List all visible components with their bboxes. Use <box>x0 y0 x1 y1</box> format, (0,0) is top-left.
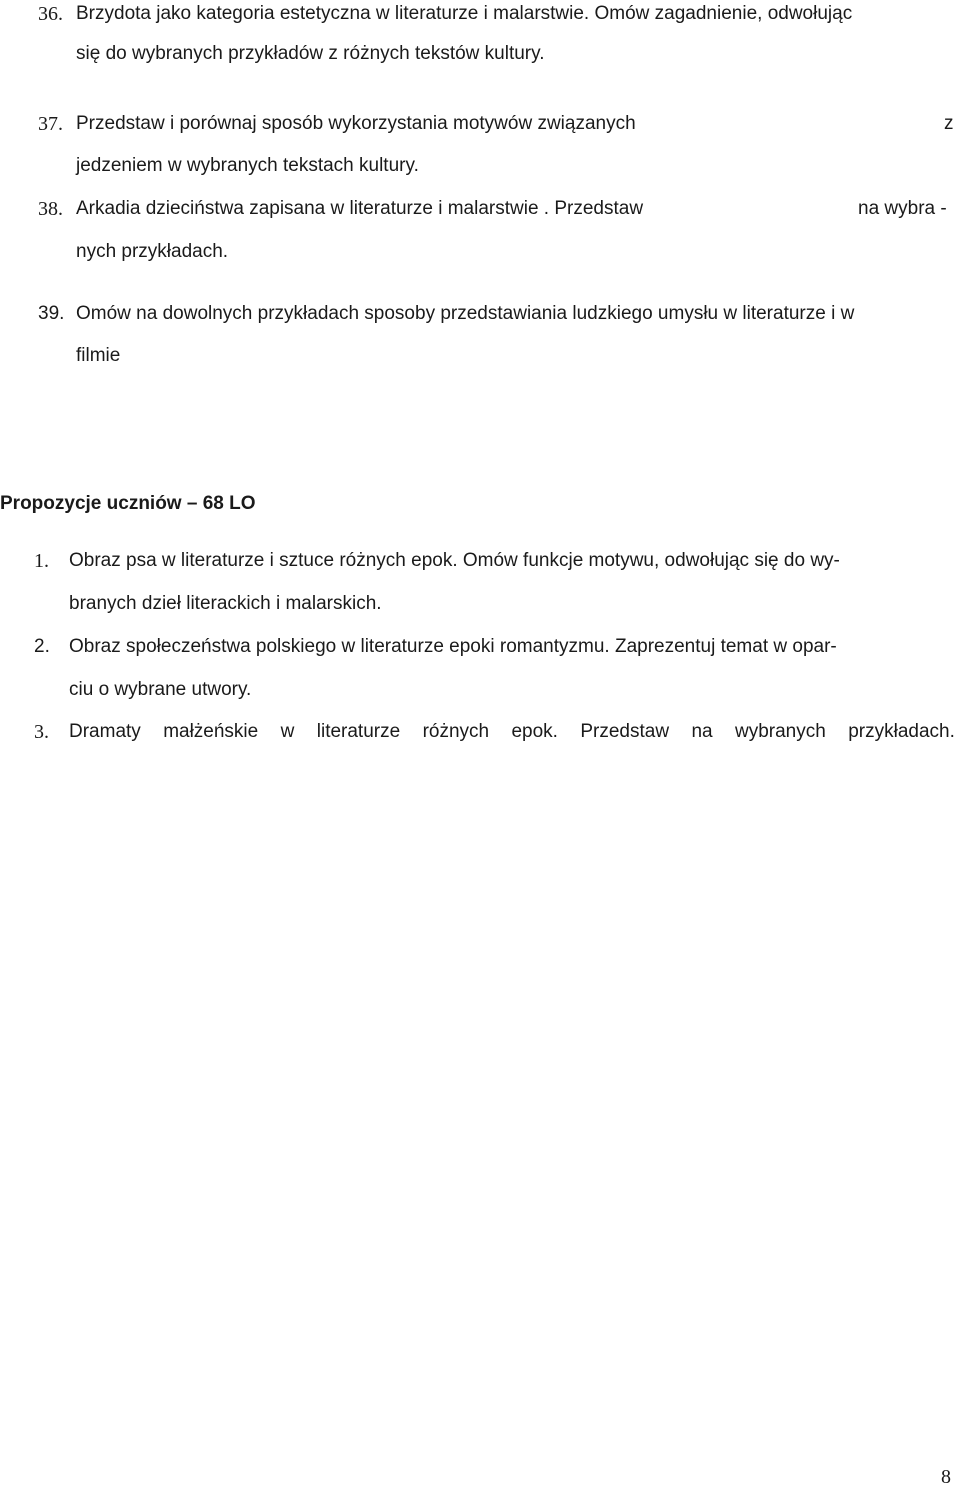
word: Dramaty <box>69 721 141 742</box>
item-text-line: Omów na dowolnych przykładach sposoby przedstawiania ludzkiego umysłu w literaturze i w <box>76 303 855 324</box>
word: wybranych <box>734 721 826 742</box>
item-number: 39. <box>38 303 65 324</box>
item-text-line: ciu o wybrane utwory. <box>69 679 252 700</box>
word: w <box>280 721 295 742</box>
item-text-line: branych dzieł literackich i malarskich. <box>69 593 382 614</box>
item-text-line: się do wybranych przykładów z różnych tekstów kultury. <box>76 43 545 64</box>
item-text-line: Przedstaw i porównaj sposób wykorzystania motywów związanych <box>76 113 636 134</box>
item-text-line: z <box>944 113 954 134</box>
item-text-line: Obraz psa w literaturze i sztuce różnych epok. Omów funkcje motywu, odwołując się do wy- <box>69 550 840 571</box>
word: przykładach. <box>848 721 955 742</box>
item-text-line: nych przykładach. <box>76 241 229 262</box>
word: na <box>691 721 713 742</box>
word: literaturze <box>316 721 401 742</box>
item-number: 38. <box>38 198 63 220</box>
item-text-line <box>69 720 955 744</box>
item-text-line: jedzeniem w wybranych tekstach kultury. <box>76 155 419 176</box>
word: różnych <box>422 721 490 742</box>
word: epok. <box>511 721 558 742</box>
item-text-line: filmie <box>76 345 121 366</box>
page-number: 8 <box>941 1466 951 1488</box>
item-number: 1. <box>34 550 49 572</box>
item-number: 36. <box>38 3 63 25</box>
item-text-line: Arkadia dzieciństwa zapisana w literaturze i malarstwie . Przedstaw <box>76 198 644 219</box>
item-number: 2. <box>34 636 50 657</box>
item-number: 3. <box>34 721 49 743</box>
section-heading: Propozycje uczniów – 68 LO <box>0 493 256 514</box>
item-text-line: Brzydota jako kategoria estetyczna w literaturze i malarstwie. Omów zagadnienie, odwołując <box>76 3 853 24</box>
word: Przedstaw <box>580 721 670 742</box>
item-text-line: Obraz społeczeństwa polskiego w literaturze epoki romantyzmu. Zaprezentuj temat w opar- <box>69 636 837 657</box>
item-text-line: na wybra - <box>858 198 947 219</box>
item-number: 37. <box>38 113 63 135</box>
word: małżeńskie <box>163 721 259 742</box>
